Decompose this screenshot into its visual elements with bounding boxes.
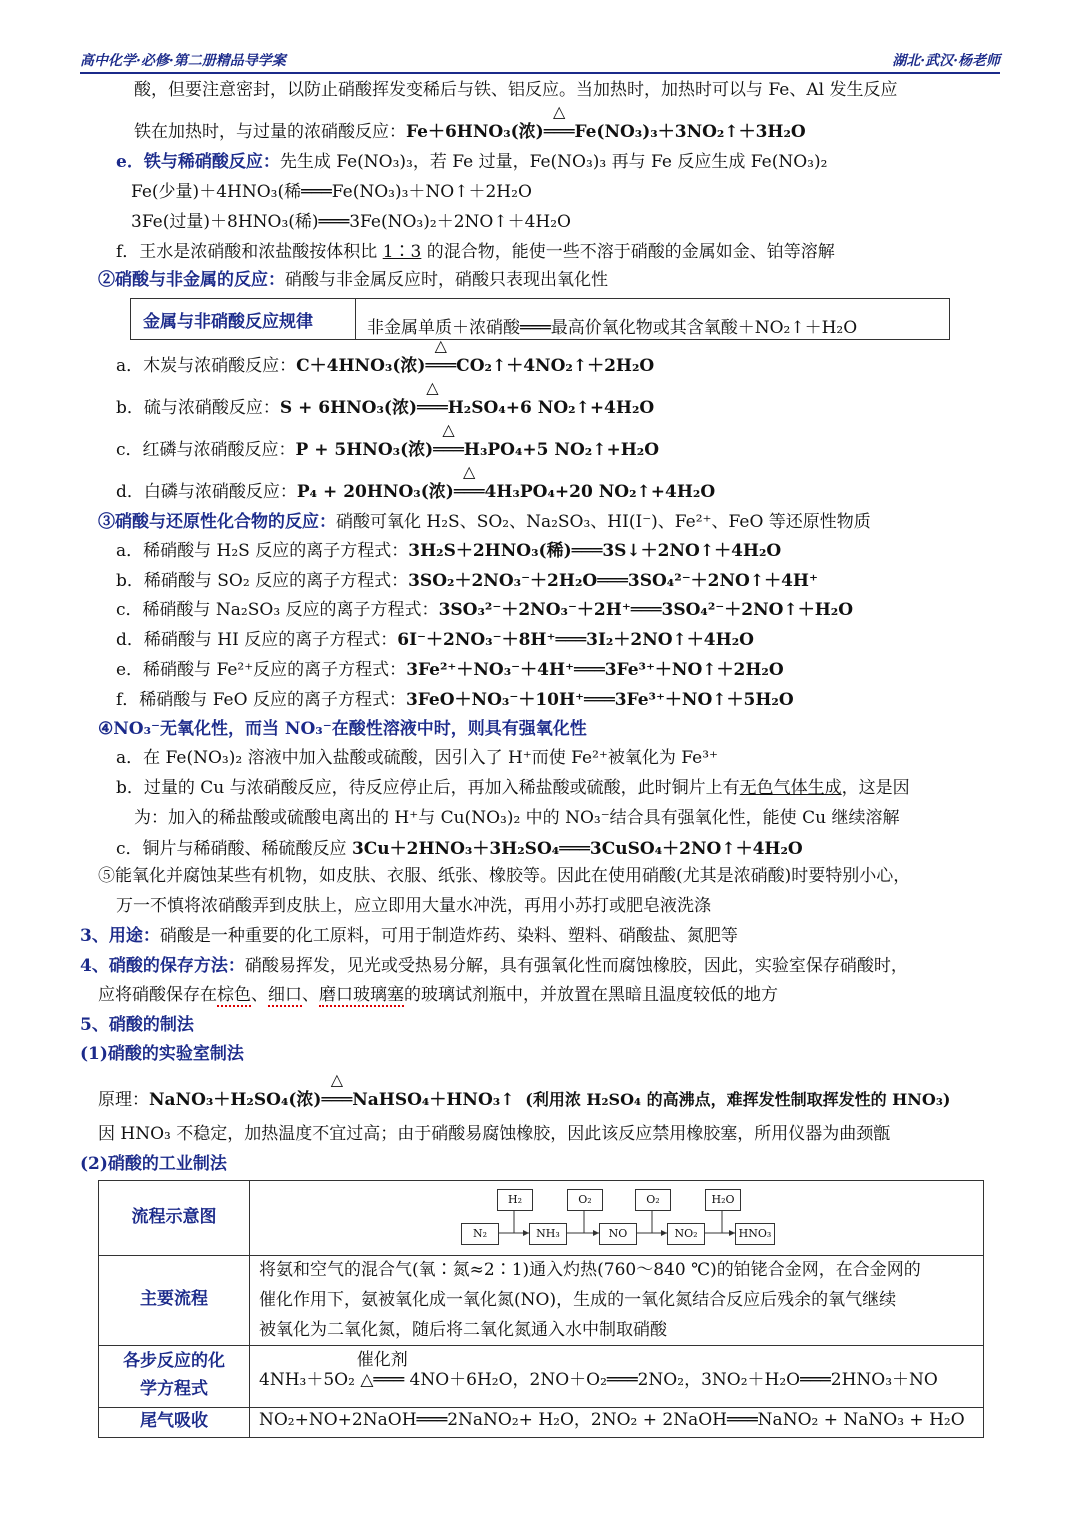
- heat-sign: △ ═══: [321, 1070, 353, 1110]
- text-line: ⑤能氧化并腐蚀某些有机物，如皮肤、衣服、纸张、橡胶等。因此在使用硝酸(尤其是浓硝酸)时要特别小心，: [98, 866, 911, 886]
- flow-node: N₂: [461, 1223, 499, 1245]
- flow-arrows: [99, 1181, 983, 1255]
- flow-node: NO₂: [667, 1223, 705, 1245]
- row-label: 主要流程: [140, 1289, 208, 1309]
- heat-sign: △ ═══: [543, 102, 575, 142]
- section-heading: 5、硝酸的制法: [80, 1015, 194, 1035]
- tail-gas-equation: NO₂+NO+2NaOH═══2NaNO₂+ H₂O，2NO₂ + 2NaOH═══NaNO₂ + NaNO₃ + H₂O: [259, 1410, 965, 1430]
- ionic-equation-line: d．稀硝酸与 HI 反应的离子方程式：6I⁻＋2NO₃⁻＋8H⁺═══3I₂＋2NO↑＋4H₂O: [116, 630, 754, 650]
- rule-box: [130, 298, 950, 340]
- ionic-equation-line: f．稀硝酸与 FeO 反应的离子方程式：3FeO＋NO₃⁻＋10H⁺═══3Fe³⁺＋NO↑＋5H₂O: [116, 690, 794, 710]
- heat-sign: △: [360, 1370, 374, 1390]
- text-line: 酸，但要注意密封，以防止硝酸挥发变稀后与铁、铝反应。当加热时，加热时可以与 Fe、Al 发生反应: [134, 80, 898, 100]
- heat-sign: △ ═══: [453, 462, 485, 502]
- process-description: 被氧化为二氧化氮，随后将二氧化氮通入水中制取硝酸: [259, 1320, 667, 1340]
- ionic-equation-line: a．稀硝酸与 H₂S 反应的离子方程式：3H₂S＋2HNO₃(稀)═══3S↓＋2NO↑＋4H₂O: [116, 541, 782, 561]
- equation-line: 原理：NaNO₃＋H₂SO₄(浓) △ ═══NaHSO₄＋HNO₃↑ (利用浓 H₂SO₄ 的高沸点，难挥发性制取挥发性的 HNO₃): [98, 1070, 951, 1110]
- text-line: e．铁与稀硝酸反应：先生成 Fe(NO₃)₃，若 Fe 过量，Fe(NO₃)₃ 再与 Fe 反应生成 Fe(NO₃)₂: [116, 152, 828, 172]
- equation-label: 铁在加热时，与过量的浓硝酸反应：: [134, 122, 406, 142]
- text-line: 应将硝酸保存在棕色、细口、磨口玻璃塞的玻璃试剂瓶中，并放置在黑暗且温度较低的地方: [98, 985, 778, 1005]
- process-description: 催化作用下，氨被氧化成一氧化氮(NO)，生成的一氧化氮结合反应后残余的氧气继续: [259, 1290, 897, 1310]
- text-line: 3Fe(过量)＋8HNO₃(稀)═══3Fe(NO₃)₂＋2NO↑＋4H₂O: [131, 212, 571, 232]
- section-heading: ③硝酸与还原性化合物的反应：: [98, 512, 336, 532]
- row-label: 学方程式: [140, 1379, 208, 1399]
- section-heading: 4、硝酸的保存方法：: [80, 956, 245, 976]
- text-line: 万一不慎将浓硝酸弄到皮肤上，应立即用大量水冲洗，再用小苏打或肥皂液洗涤: [116, 896, 711, 916]
- equation-line: b．硫与浓硝酸反应：S + 6HNO₃(浓) △ ═══H₂SO₄+6 NO₂↑+4H₂O: [116, 378, 655, 418]
- page-header: [80, 50, 1000, 74]
- heat-sign: △ ═══: [425, 336, 457, 376]
- header-left: 高中化学·必修·第二册精品导学案: [80, 53, 286, 69]
- item-heading: e．铁与稀硝酸反应：: [116, 152, 280, 172]
- flow-input: H₂O: [705, 1189, 741, 1211]
- section-heading: (2)硝酸的工业制法: [80, 1154, 227, 1174]
- equation-left: Fe＋6HNO₃(浓): [406, 122, 544, 142]
- section-line: 4、硝酸的保存方法：硝酸易挥发，见光或受热易分解，具有强氧化性而腐蚀橡胶，因此，实验室保存硝酸时，: [80, 956, 908, 976]
- text-line: b．过量的 Cu 与浓硝酸反应，待反应停止后，再加入稀盐酸或硫酸，此时铜片上有无色气体生成，这是因: [116, 778, 910, 798]
- text-line: 为：加入的稀盐酸或硫酸电离出的 H⁺与 Cu(NO₃)₂ 中的 NO₃⁻结合具有强氧化性，能使 Cu 继续溶解: [134, 808, 900, 828]
- equation-line: a．木炭与浓硝酸反应：C＋4HNO₃(浓) △ ═══CO₂↑＋4NO₂↑＋2H₂O: [116, 336, 655, 376]
- ionic-equation-line: c．稀硝酸与 Na₂SO₃ 反应的离子方程式：3SO₃²⁻＋2NO₃⁻＋2H⁺═══3SO₄²⁻＋2NO↑＋H₂O: [116, 600, 854, 620]
- process-description: 将氨和空气的混合气(氧∶氮≈2∶1)通入灼热(760～840 ℃)的铂铑合金网，在合金网的: [259, 1260, 921, 1280]
- section-heading: ④NO₃⁻无氧化性，而当 NO₃⁻在酸性溶液中时，则具有强氧化性: [98, 719, 587, 739]
- section-heading: 3、用途：: [80, 926, 160, 946]
- section-line: ③硝酸与还原性化合物的反应：硝酸可氧化 H₂S、SO₂、Na₂SO₃、HI(I⁻)、Fe²⁺、FeO 等还原性物质: [98, 512, 871, 532]
- text-line: 因 HNO₃ 不稳定，加热温度不宜过高；由于硝酸易腐蚀橡胶，因此该反应禁用橡胶塞，所用仪器为曲颈甑: [98, 1124, 891, 1144]
- flow-input: O₂: [567, 1189, 603, 1211]
- section-heading: (1)硝酸的实验室制法: [80, 1044, 244, 1064]
- equation-line: c．红磷与浓硝酸反应：P + 5HNO₃(浓) △ ═══H₃PO₄+5 NO₂↑+H₂O: [116, 420, 660, 460]
- ionic-equation-line: e．稀硝酸与 Fe²⁺反应的离子方程式：3Fe²⁺＋NO₃⁻＋4H⁺═══3Fe³⁺＋NO↑＋2H₂O: [116, 660, 784, 680]
- flow-input: H₂: [497, 1189, 533, 1211]
- section-heading: ②硝酸与非金属的反应：: [98, 270, 285, 290]
- text-line: f．王水是浓硝酸和浓盐酸按体积比 1∶3 的混合物，能使一些不溶于硝酸的金属如金、铂等溶解: [116, 242, 835, 262]
- text-line: Fe(少量)＋4HNO₃(稀═══Fe(NO₃)₃＋NO↑＋2H₂O: [131, 182, 532, 202]
- section-line: ②硝酸与非金属的反应：硝酸与非金属反应时，硝酸只表现出氧化性: [98, 270, 608, 290]
- flow-node: NO: [599, 1223, 637, 1245]
- section-line: 3、用途：硝酸是一种重要的化工原料，可用于制造炸药、染料、塑料、硝酸盐、氮肥等: [80, 926, 738, 946]
- text-line: a．在 Fe(NO₃)₂ 溶液中加入盐酸或硫酸，因引入了 H⁺而使 Fe²⁺被氧化为 Fe³⁺: [116, 748, 719, 768]
- step-equations: 4NH₃＋5O₂ 催化剂 △═══ 4NO＋6H₂O，2NO＋O₂═══2NO₂，3NO₂＋H₂O═══2HNO₃＋NO: [259, 1365, 938, 1395]
- equation-line: c．铜片与稀硝酸、稀硫酸反应 3Cu＋2HNO₃＋3H₂SO₄═══3CuSO₄＋2NO↑＋4H₂O: [116, 839, 803, 859]
- industrial-process-table: [98, 1180, 984, 1438]
- equation-line: [134, 102, 806, 144]
- catalyst-sign: 催化剂 △═══: [356, 1350, 408, 1390]
- rule-text: 非金属单质＋浓硝酸═══最高价氧化物或其含氧酸＋NO₂↑＋H₂O: [367, 318, 858, 338]
- row-label: 流程示意图: [131, 1207, 217, 1227]
- header-right: 湖北·武汉·杨老师: [892, 53, 1000, 69]
- row-label: 各步反应的化: [123, 1351, 225, 1371]
- heat-sign: △ ═══: [417, 378, 448, 418]
- rule-label: 金属与非硝酸反应规律: [143, 312, 313, 332]
- flow-input: O₂: [635, 1189, 671, 1211]
- row-label: 尾气吸收: [140, 1411, 208, 1431]
- equation-line: d．白磷与浓硝酸反应：P₄ + 20HNO₃(浓) △ ═══4H₃PO₄+20 NO₂↑+4H₂O: [116, 462, 716, 502]
- flow-node: HNO₃: [735, 1223, 775, 1245]
- flow-node: NH₃: [529, 1223, 567, 1245]
- ionic-equation-line: b．稀硝酸与 SO₂ 反应的离子方程式：3SO₂＋2NO₃⁻＋2H₂O═══3SO₄²⁻＋2NO↑＋4H⁺: [116, 571, 818, 591]
- equation-right: Fe(NO₃)₃＋3NO₂↑＋3H₂O: [574, 122, 806, 142]
- heat-sign: △ ═══: [433, 420, 464, 460]
